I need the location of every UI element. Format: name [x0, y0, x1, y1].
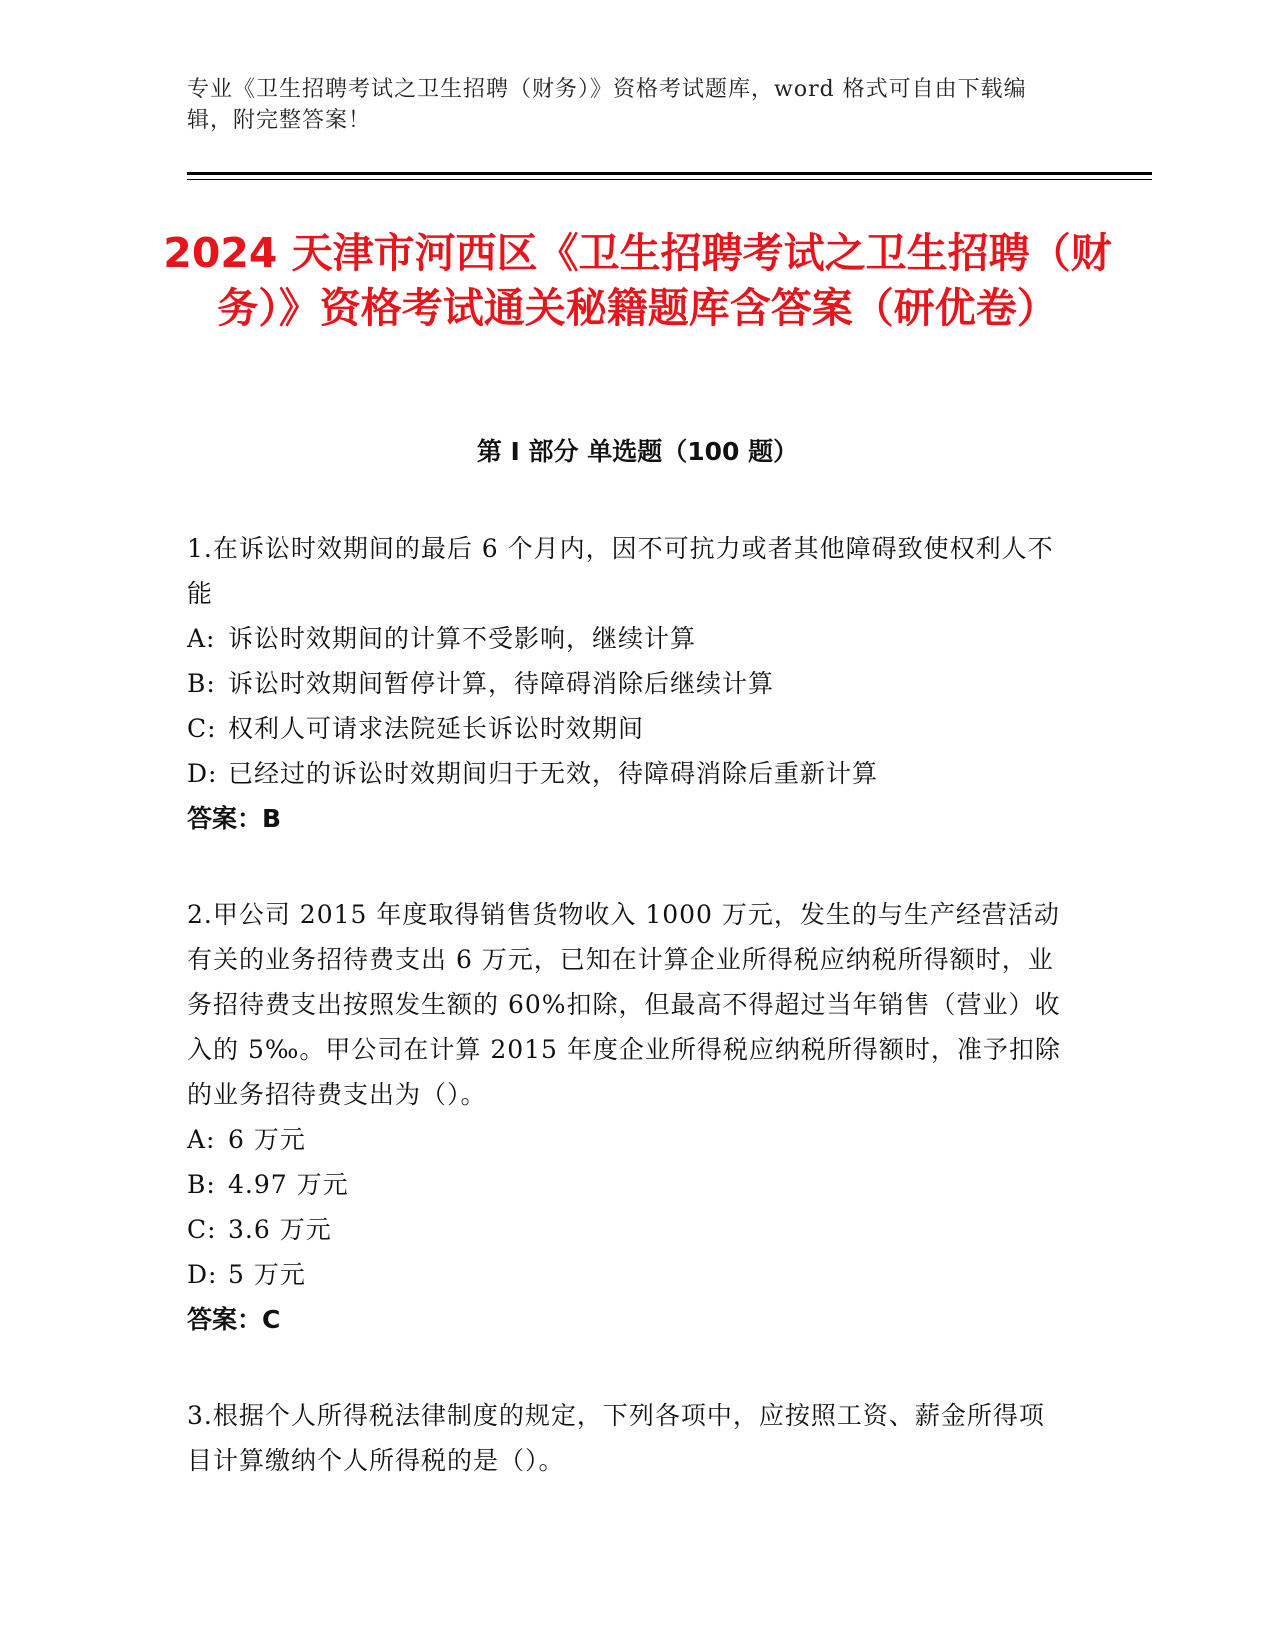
question-2: [187, 892, 1067, 1342]
option-letter: D:: [187, 759, 218, 788]
answer-line: 答案：B: [187, 804, 282, 833]
option-c: [187, 1207, 1067, 1252]
option-b: [187, 1162, 1067, 1207]
document-title: 2024 天津市河西区《卫生招聘考试之卫生招聘（财务）》资格考试通关秘籍题库含答案（研优卷）: [163, 229, 1112, 332]
option-a: [187, 616, 1067, 661]
question-stem: 3.根据个人所得税法律制度的规定，下列各项中，应按照工资、薪金所得项目计算缴纳个人所得税的是（）。: [187, 1401, 1045, 1475]
option-text: 诉讼时效期间暂停计算，待障碍消除后继续计算: [228, 669, 775, 698]
option-letter: A:: [187, 1125, 216, 1154]
section-title: 第 I 部分 单选题（100 题）: [476, 437, 799, 466]
option-text: 4.97 万元: [228, 1170, 349, 1199]
option-d: [187, 1252, 1067, 1297]
question-3: [187, 1393, 1067, 1483]
option-letter: D:: [187, 1260, 218, 1289]
question-stem: 1.在诉讼时效期间的最后 6 个月内，因不可抗力或者其他障碍致使权利人不能: [187, 534, 1054, 608]
option-text: 权利人可请求法院延长诉讼时效期间: [228, 714, 645, 743]
question-stem: 2.甲公司 2015 年度取得销售货物收入 1000 万元，发生的与生产经营活动有关的业务招待费支出 6 万元，已知在计算企业所得税应纳税所得额时，业务招待费支出按照发生额的 60%扣除，但最高不得超过当年销售（营业）收入的 5‰。甲公司在计算 2015 年度企业所得税应纳税所得额时，准予扣除的业务招待费支出为（）。: [187, 900, 1061, 1109]
option-d: [187, 751, 1067, 796]
option-letter: B:: [187, 669, 216, 698]
option-text: 6 万元: [228, 1125, 306, 1154]
header-rule-thin: [187, 179, 1152, 180]
option-text: 已经过的诉讼时效期间归于无效，待障碍消除后重新计算: [228, 759, 879, 788]
question-1: [187, 526, 1067, 841]
option-c: [187, 706, 1067, 751]
answer-line: 答案：C: [187, 1305, 281, 1334]
header-note: 专业《卫生招聘考试之卫生招聘（财务）》资格考试题库，word 格式可自由下载编辑，附完整答案！: [187, 77, 1027, 133]
option-letter: C:: [187, 1215, 217, 1244]
option-letter: B:: [187, 1170, 216, 1199]
option-a: [187, 1117, 1067, 1162]
option-text: 5 万元: [228, 1260, 306, 1289]
option-letter: C:: [187, 714, 217, 743]
option-b: [187, 661, 1067, 706]
option-text: 3.6 万元: [228, 1215, 332, 1244]
option-text: 诉讼时效期间的计算不受影响，继续计算: [228, 624, 697, 653]
option-letter: A:: [187, 624, 216, 653]
header-rule-thick: [187, 172, 1152, 175]
question-list: [187, 526, 1067, 1534]
